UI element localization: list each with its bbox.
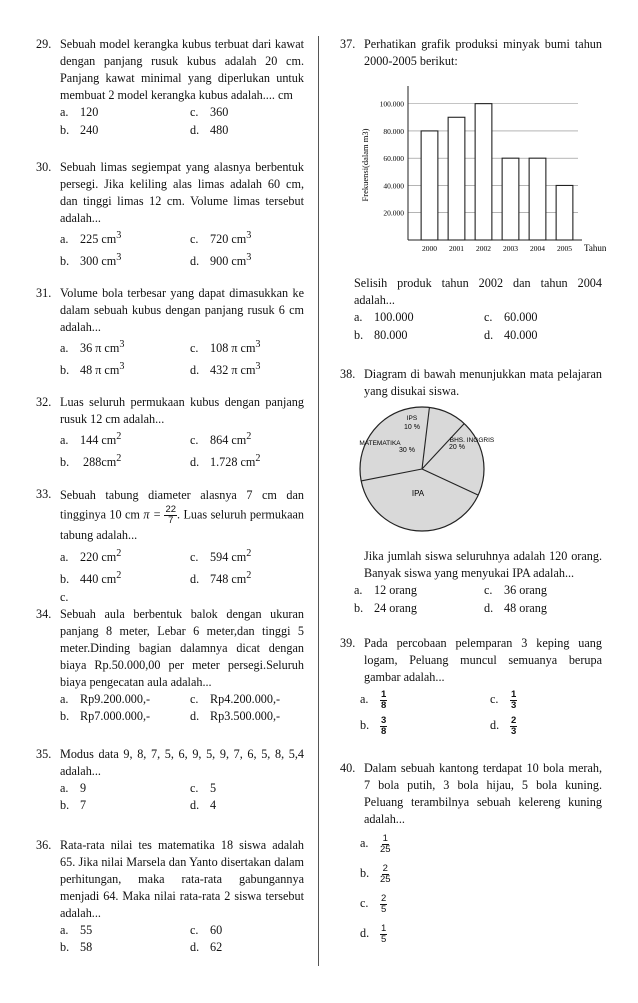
fraction: $\frac{1}{8}$: [381, 688, 387, 711]
pi-symbol: π =: [143, 507, 162, 522]
bar-2004: [529, 158, 546, 240]
question-number: 35.: [36, 746, 52, 761]
y-tick-label: 80.000: [383, 126, 404, 136]
option-b[interactable]: b. Rp7.000.000,-: [60, 709, 151, 723]
option-a[interactable]: a. $\frac{1}{25}$: [360, 832, 391, 855]
x-tick-label: 2001: [449, 244, 464, 253]
question-text: Sebuah model kerangka kubus terbuat dari kawat dengan panjang rusuk kubus adalah 20 cm. Panjang kawat minimal yang diperlukan untuk membuat 2 model kerangka kubus adalah.... cm: [60, 37, 304, 102]
question-text: Volume bola terbesar yang dapat dimasukkan ke dalam sebuah kubus dengan panjang rusuk 6 cm adalah...: [60, 286, 304, 335]
fraction: $\frac{2}{25}$: [380, 862, 391, 885]
y-tick-label: 20.000: [383, 208, 404, 218]
bar-2002: [475, 104, 492, 240]
option-d[interactable]: d. 432 π $cm^3$: [190, 360, 261, 377]
options: [354, 582, 602, 617]
options: [60, 922, 304, 957]
question-number: 29.: [36, 37, 52, 51]
bar-chart-svg: [356, 76, 606, 266]
options: [360, 828, 602, 948]
bar-2001: [448, 117, 465, 240]
question-text: Rata-rata nilai tes matematika 18 siswa adalah 65. Jika nilai Marsela dan Yanto disertakan dalam perhitungan, maka rata-rata gabungannya menjadi 64. Maka nilai rata-rata 2 siswa tersebut adalah...: [60, 837, 304, 920]
options: [360, 686, 602, 738]
fraction: $\frac{1}{3}$: [511, 688, 517, 711]
option-a[interactable]: a. 220 $cm^2$: [60, 548, 122, 565]
option-a[interactable]: a. 100.000: [354, 310, 414, 324]
question-36: [36, 837, 304, 957]
question-followup: Selisih produk tahun 2002 dan tahun 2004 adalah...: [354, 276, 602, 307]
option-c[interactable]: c. 864 $cm^2$: [190, 431, 252, 448]
slice-percent: 20 %: [449, 444, 465, 451]
question-40: [340, 760, 602, 948]
option-c[interactable]: c. 360: [190, 105, 229, 119]
options: [60, 691, 304, 726]
option-a[interactable]: a. Rp9.200.000,-: [60, 691, 151, 706]
option-c[interactable]: c. 594 $cm^2$: [190, 548, 252, 565]
question-number: 34.: [36, 606, 52, 621]
slice-percent: 30 %: [399, 447, 415, 454]
fraction: $\frac{1}{25}$: [380, 832, 391, 855]
question-text: Modus data 9, 8, 7, 5, 6, 9, 5, 9, 7, 6, 5, 8, 5,4 adalah...: [60, 746, 304, 778]
option-d[interactable]: d. $\frac{1}{5}$: [360, 922, 387, 945]
question-number: 30.: [36, 160, 52, 174]
option-b[interactable]: b. $288cm^2$: [60, 452, 122, 469]
question-followup: Jika jumlah siswa seluruhnya adalah 120 orang. Banyak siswa yang menyukai IPA adalah...: [364, 549, 602, 580]
slice-label: IPS: [406, 415, 418, 422]
option-d[interactable]: d. 48 orang: [484, 600, 547, 615]
x-axis-label: Tahun: [584, 243, 606, 253]
option-a[interactable]: a. 225 $cm^3$: [60, 230, 122, 247]
option-d[interactable]: d. 4: [190, 798, 217, 812]
question-text: Sebuah aula berbentuk balok dengan ukuran panjang 8 meter, Lebar 6 meter,dan tinggi 5 meter.Dinding bagian dalamnya dicat dengan biaya Rp.50.000,00 per meter persegi.Seluruh biaya pengecatan aula adalah...: [60, 606, 304, 689]
x-tick-label: 2005: [557, 244, 572, 253]
question-number: 32.: [36, 395, 52, 410]
option-a[interactable]: a. 55: [60, 922, 93, 937]
option-b[interactable]: b. 440 $cm^2$: [60, 569, 122, 586]
right-column: [340, 36, 606, 963]
question-32: [36, 394, 304, 471]
option-a[interactable]: a. 36 π $cm^3$: [60, 339, 125, 356]
option-b[interactable]: b. $\frac{2}{25}$: [360, 862, 391, 885]
question-text: Perhatikan grafik produksi minyak bumi tahun 2000-2005 berikut:: [364, 37, 602, 68]
question-34: [36, 606, 304, 726]
option-c[interactable]: c. Rp4.200.000,-: [190, 691, 281, 706]
option-b[interactable]: b. 24 orang: [354, 600, 417, 615]
option-d[interactable]: d. 62: [190, 940, 223, 954]
question-number: 38.: [340, 367, 356, 381]
y-tick-label: 100.000: [379, 99, 404, 109]
question-38: [340, 366, 602, 617]
option-d[interactable]: d. 1.728 $cm^2$: [190, 452, 261, 469]
y-tick-label: 40.000: [383, 181, 404, 191]
option-c[interactable]: c. 720 $cm^3$: [190, 230, 252, 247]
option-a[interactable]: a. $\frac{1}{8}$: [360, 688, 387, 711]
fraction: $\frac{2}{3}$: [511, 714, 517, 737]
option-b[interactable]: b. 240: [60, 122, 99, 137]
fraction: $\frac{3}{8}$: [381, 714, 387, 737]
fraction: $\frac{1}{5}$: [381, 922, 387, 945]
option-d[interactable]: d. 748 $cm^2$: [190, 569, 252, 586]
option-c[interactable]: c. 60.000: [484, 310, 538, 324]
option-c[interactable]: c. 60: [190, 922, 223, 937]
stray-option-label: c.: [60, 589, 69, 604]
bar-2005: [556, 185, 573, 240]
question-number: 37.: [340, 37, 356, 51]
pie-chart-svg: [354, 402, 494, 537]
question-text: Dalam sebuah kantong terdapat 10 bola merah, 7 bola putih, 3 bola hijau, 5 bola kuning. Peluang terambilnya sebuah kelereng kuning adalah...: [364, 761, 602, 826]
options: [60, 780, 304, 815]
x-tick-label: 2002: [476, 244, 491, 253]
y-tick-label: 60.000: [383, 154, 404, 164]
x-tick-label: 2004: [530, 244, 545, 253]
option-d[interactable]: d. 900 $cm^3$: [190, 251, 252, 268]
options: [60, 545, 304, 588]
question-text: Sebuah tabung diameter alasnya 7 cm dan tingginya 10 cm π = $\frac{22}{7}$ . Luas seluruh permukaan tabung adalah...: [60, 488, 304, 543]
question-number: 33.: [36, 487, 52, 502]
question-39: [340, 635, 602, 738]
slice-label: BHS. INGGRIS: [449, 437, 494, 444]
options: [354, 309, 602, 344]
question-text: Sebuah limas segiempat yang alasnya berbentuk persegi. Jika keliling alas limas adalah 60 cm, dan tinggi limas 12 cm. Volume limas tersebut adalah...: [60, 160, 304, 225]
option-c[interactable]: c. 36 orang: [484, 583, 547, 597]
option-b[interactable]: b. $\frac{3}{8}$: [360, 714, 387, 737]
question-31: [36, 285, 304, 379]
option-a[interactable]: a. 120: [60, 105, 99, 119]
option-c[interactable]: c. $\frac{2}{5}$: [360, 892, 387, 915]
x-tick-label: 2000: [422, 244, 437, 253]
question-29: [36, 36, 304, 139]
y-axis-label: Frekuensi(dalam m3): [360, 128, 370, 202]
options: [60, 227, 304, 270]
bar-2000: [421, 131, 438, 240]
pie-chart: [354, 402, 602, 542]
question-text: Diagram di bawah menunjukkan mata pelajaran yang disukai siswa.: [364, 367, 602, 398]
question-number: 36.: [36, 837, 52, 852]
option-b[interactable]: b. 48 π $cm^3$: [60, 360, 125, 377]
option-a[interactable]: a. 12 orang: [354, 583, 417, 597]
option-b[interactable]: b. 300 $cm^3$: [60, 251, 122, 268]
option-d[interactable]: d. 40.000: [484, 327, 538, 342]
option-b[interactable]: b. 7: [60, 798, 87, 812]
question-number: 39.: [340, 636, 356, 650]
option-b[interactable]: b. 80.000: [354, 327, 408, 342]
option-c[interactable]: c. $\frac{1}{3}$: [490, 688, 517, 711]
options: [60, 428, 304, 471]
options: [60, 336, 304, 379]
slice-label: IPA: [411, 489, 425, 498]
option-c[interactable]: c. 5: [190, 780, 217, 795]
bar-chart: [356, 76, 606, 271]
option-a[interactable]: a. 144 $cm^2$: [60, 431, 122, 448]
bar-2003: [502, 158, 519, 240]
column-divider: [318, 36, 319, 966]
option-c[interactable]: c. 108 π $cm^3$: [190, 339, 261, 356]
left-column: [36, 36, 304, 972]
question-number: 31.: [36, 286, 52, 301]
question-33: [36, 486, 304, 605]
option-a[interactable]: a. 9: [60, 780, 87, 795]
slice-percent: 10 %: [404, 424, 420, 431]
fraction: $\frac{22}{7}$: [165, 504, 177, 527]
question-text: Pada percobaan pelemparan 3 keping uang logam, Peluang muncul semuanya berupa gambar adalah...: [364, 636, 602, 684]
question-30: [36, 159, 304, 270]
x-tick-label: 2003: [503, 244, 518, 253]
question-35: [36, 746, 304, 815]
option-b[interactable]: b. 58: [60, 940, 93, 954]
question-text: Luas seluruh permukaan kubus dengan panjang rusuk 12 cm adalah...: [60, 395, 304, 427]
slice-label: MATEMATIKA: [359, 440, 401, 447]
options: [60, 104, 304, 139]
option-d[interactable]: d. Rp3.500.000,-: [190, 709, 281, 723]
question-37: [340, 36, 606, 344]
option-d[interactable]: d. 480: [190, 122, 229, 137]
question-number: 40.: [340, 761, 356, 775]
fraction: $\frac{2}{5}$: [381, 892, 387, 915]
option-d[interactable]: d. $\frac{2}{3}$: [490, 714, 517, 737]
